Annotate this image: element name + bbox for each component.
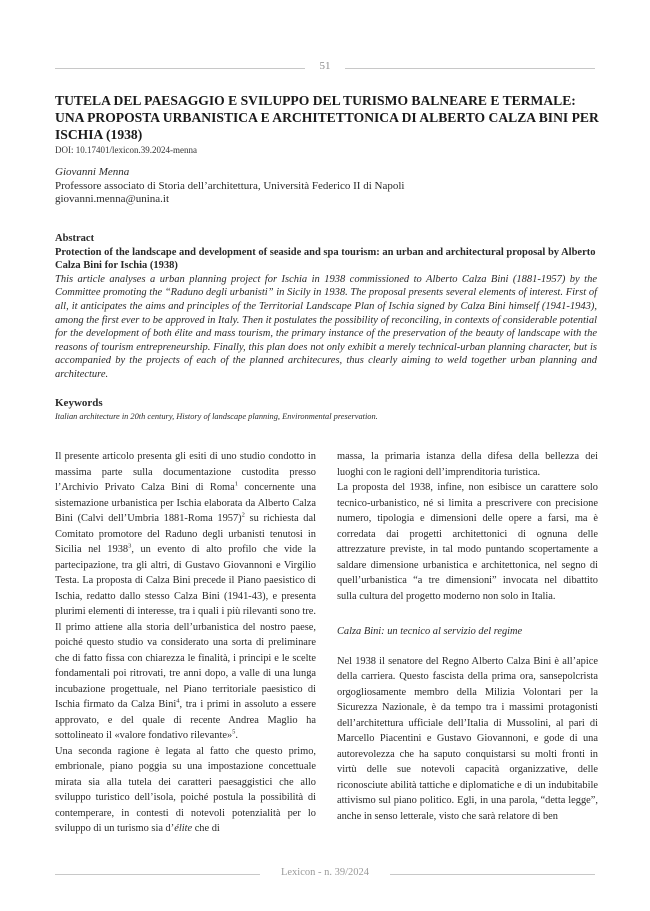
header-rule-right <box>345 68 595 69</box>
footnote-ref[interactable]: 3 <box>128 542 132 550</box>
body-paragraph: Nel 1938 il senatore del Regno Alberto Calza Bini è all’apice della carriera. Questo fascista della prima ora, sansepolcrista orgogliosamente membro della Milizia Volontari per la Sicurezza Nazionale, è da tempo tra i massimi protagonisti dell’architettura ufficiale dell’Italia di Mussolini, al pari di Marcello Piacentini e Gustavo Giovannoni, e gode di una autorevolezza che ha saputo conquistarsi su molti fronti in virtù delle sue notevoli capacità organizzative, delle riconosciute abilità tattiche e diplomatiche e di un indubitabile attivismo sul piano politico. Egli, in una parola, “detta legge”, anche in senso letterale, visto che sarà relatore di ben <box>337 655 598 822</box>
page-header <box>55 60 595 76</box>
author-email: giovanni.menna@unina.it <box>55 193 169 205</box>
page-footer <box>55 867 595 881</box>
doi: DOI: 10.17401/lexicon.39.2024-menna <box>55 145 197 155</box>
footnote-ref[interactable]: 5 <box>232 728 236 736</box>
body-column-left <box>55 449 316 837</box>
page-number: 51 <box>319 60 331 72</box>
title-line: ISCHIA (1938) <box>55 127 143 142</box>
footnote-ref[interactable]: 1 <box>234 480 238 488</box>
footnote-ref[interactable]: 2 <box>241 511 245 519</box>
abstract-title: Protection of the landscape and development of seaside and spa tourism: an urban and architectural proposal by Alberto Calza Bini for Ischia (1938) <box>55 246 596 272</box>
body-paragraph: La proposta del 1938, infine, non esibisce un carattere solo tecnico-urbanistico, né si limita a prescrivere con precisione numero, tipologia e dimensioni delle opere a farsi, ma è corredata dai progetti architettonici di ognuna delle attrezzature previste, in tal modo puntando scopertamente a saldare dimensione urbanistica e architettonica, nel segno di quell’urbanistica “a tre dimensioni” invocata nel dibattito sulla cultura del progetto moderno non solo in Italia. <box>337 482 598 602</box>
title-line: UNA PROPOSTA URBANISTICA E ARCHITETTONICA DI ALBERTO CALZA BINI PER <box>55 110 599 125</box>
author-block <box>55 166 600 207</box>
footnote-ref[interactable]: 4 <box>176 697 180 705</box>
abstract-text: This article analyses a urban planning project for Ischia in 1938 commissioned to Alberto Calza Bini (1881-1957) by the Committee promoting the “Raduno degli urbanisti” in Sicily in 1938. The proposal presents several elements of interest. First of all, it anticipates the aims and principles of the Territorial Landscape Plan of Ischia signed by Calza Bini himself (1941-1943), among the first ever to be approved in Italy. Then it postulates the possibility of reconciling, in contexts of considerable potential for the development of both élite and mass tourism, the primary instance of the preservation of the beauty of landscape with the reasons of tourism entrepreneurship. Finally, this plan does not only exhibit a merely technical-urban planning character, but is accompanied by the projects of each of the planned architecures, thus clearly aiming to weld together urban planning and architecture. <box>55 273 597 380</box>
body-paragraph: Il presente articolo presenta gli esiti di uno studio condotto in massima parte sulla documentazione custodita presso l’Archivio Privato Calza Bini di Roma$^1$ concernente una sistemazione urbanistica per Ischia elaborata da Alberto Calza Bini (Calvi dell’Umbria 1881-Roma 1957)$^2$ su richiesta dal Comitato promotore del Raduno degli urbanisti tenutosi in Sicilia nel 1938$^3$, un evento di alto profilo che vide la partecipazione, tra gli altri, di Gustavo Giovannoni e Virgilio Testa. La proposta di Calza Bini precede il Piano paesistico di Ischia, redatto dallo stesso Calza Bini (1941-43), e presenta plurimi elementi di interesse, tra i quali i più rilevanti sono tre. Il primo attiene alla storia dell’urbanistica del nostro paese, poiché questo studio va considerato una sorta di preliminare che di fatto fissa con chiarezza le finalità, i principi e le scelte fondamentali poi ritrovati, tre anni dopo, a valle di una lunga incubazione progettuale, nel Piano territoriale paesistico di Ischia firmato da Calza Bini$^4$, tra i primi in assoluto a essere approvato, e del quale di recente Andrea Maglio ha sottolineato il «valore fondativo rilevante»$^5$. <box>55 451 316 741</box>
journal-issue: Lexicon - n. 39/2024 <box>280 867 370 878</box>
title-line: TUTELA DEL PAESAGGIO E SVILUPPO DEL TURISMO BALNEARE E TERMALE: <box>55 93 576 108</box>
keywords-heading: Keywords <box>55 397 103 409</box>
abstract <box>55 232 597 382</box>
abstract-heading: Abstract <box>55 233 95 244</box>
body-paragraph: Una seconda ragione è legata al fatto che questo primo, embrionale, piano poggia su una impostazione concettuale mirata sia alla tutela dei caratteri paesaggistici che allo sviluppo turistico dell’isola, poiché postula la possibilità di contemperare, in contesti di notevoli potenzialità per lo sviluppo di un turismo sia d’élite che di <box>55 745 316 834</box>
section-heading: Calza Bini: un tecnico al servizio del regime <box>337 626 523 637</box>
keywords <box>55 397 597 421</box>
author-affiliation: Professore associato di Storia dell’architettura, Università Federico II di Napoli <box>55 179 405 192</box>
footer-rule-right <box>390 874 595 875</box>
keywords-text: Italian architecture in 20th century, History of landscape planning, Environmental preservation. <box>55 412 378 421</box>
body-paragraph: massa, la primaria istanza della difesa della bellezza dei luoghi con le ragioni dell’imprenditoria turistica. <box>337 451 598 478</box>
article-title <box>55 92 600 143</box>
body-column-right <box>337 449 598 824</box>
author-name: Giovanni Menna <box>55 166 130 178</box>
